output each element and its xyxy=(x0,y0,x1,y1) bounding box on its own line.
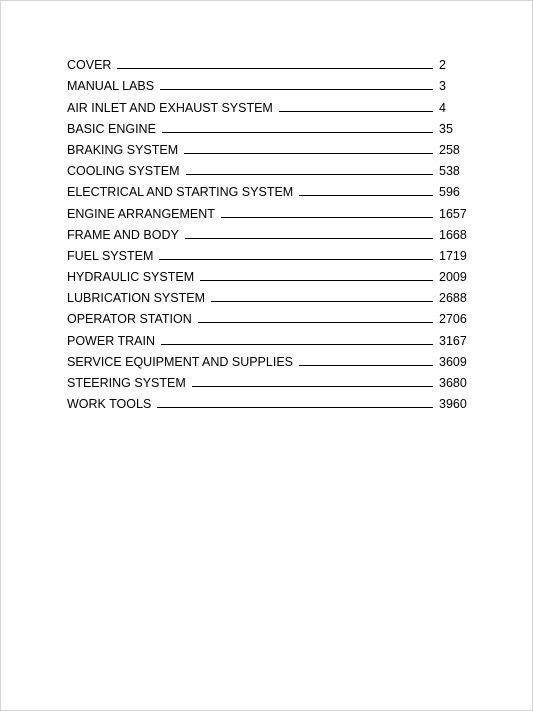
toc-entry-page: 3609 xyxy=(439,354,467,369)
toc-leader-line xyxy=(221,217,433,218)
toc-leader-line xyxy=(159,259,433,260)
toc-entry-work-tools[interactable] xyxy=(67,391,467,412)
toc-entry-title: COVER xyxy=(67,58,112,73)
toc-entry-braking-system[interactable] xyxy=(67,137,467,158)
toc-entry-page: 2688 xyxy=(439,291,467,306)
toc-leader-line xyxy=(185,238,433,239)
toc-leader-line xyxy=(299,195,433,196)
toc-leader-line xyxy=(157,407,433,408)
toc-entry-title: ENGINE ARRANGEMENT xyxy=(67,206,215,221)
toc-leader-line xyxy=(198,322,433,323)
toc-entry-power-train[interactable] xyxy=(67,327,467,348)
toc-entry-page: 2706 xyxy=(439,312,467,327)
toc-entry-title: FUEL SYSTEM xyxy=(67,248,154,263)
toc-entry-fuel-system[interactable] xyxy=(67,243,467,264)
toc-entry-title: MANUAL LABS xyxy=(67,79,155,94)
toc-leader-line xyxy=(160,89,433,90)
toc-entry-page: 1657 xyxy=(439,206,467,221)
toc-entry-operator-station[interactable] xyxy=(67,306,467,327)
toc-entry-page: 1668 xyxy=(439,227,467,242)
toc-leader-line xyxy=(184,153,433,154)
toc-entry-title: OPERATOR STATION xyxy=(67,312,192,327)
toc-entry-page: 3960 xyxy=(439,397,467,412)
toc-leader-line xyxy=(200,280,433,281)
toc-entry-title: FRAME AND BODY xyxy=(67,227,179,242)
toc-leader-line xyxy=(279,111,433,112)
toc-leader-line xyxy=(162,132,433,133)
toc-entry-title: AIR INLET AND EXHAUST SYSTEM xyxy=(67,100,273,115)
toc-entry-page: 538 xyxy=(439,164,460,179)
toc-entry-cover[interactable] xyxy=(67,52,467,73)
table-of-contents xyxy=(67,52,467,412)
toc-entry-page: 596 xyxy=(439,185,460,200)
toc-entry-title: SERVICE EQUIPMENT AND SUPPLIES xyxy=(67,354,293,369)
toc-entry-page: 35 xyxy=(439,121,453,136)
toc-leader-line xyxy=(299,365,433,366)
toc-entry-page: 3 xyxy=(439,79,446,94)
toc-entry-page: 1719 xyxy=(439,248,467,263)
toc-entry-electrical-and-starting-system[interactable] xyxy=(67,179,467,200)
toc-entry-page: 3167 xyxy=(439,333,467,348)
toc-entry-air-inlet-and-exhaust-system[interactable] xyxy=(67,94,467,115)
toc-entry-page: 2009 xyxy=(439,270,467,285)
toc-leader-line xyxy=(161,344,433,345)
toc-entry-title: HYDRAULIC SYSTEM xyxy=(67,270,195,285)
toc-entry-lubrication-system[interactable] xyxy=(67,285,467,306)
toc-entry-cooling-system[interactable] xyxy=(67,158,467,179)
toc-leader-line xyxy=(192,386,433,387)
toc-entry-page: 4 xyxy=(439,100,446,115)
toc-entry-title: BRAKING SYSTEM xyxy=(67,142,179,157)
toc-leader-line xyxy=(211,301,433,302)
toc-entry-steering-system[interactable] xyxy=(67,370,467,391)
toc-entry-title: COOLING SYSTEM xyxy=(67,164,180,179)
toc-leader-line xyxy=(117,68,433,69)
toc-entry-manual-labs[interactable] xyxy=(67,73,467,94)
toc-entry-service-equipment-and-supplies[interactable] xyxy=(67,349,467,370)
toc-entry-page: 258 xyxy=(439,142,460,157)
toc-leader-line xyxy=(186,174,433,175)
toc-entry-page: 2 xyxy=(439,58,446,73)
toc-entry-engine-arrangement[interactable] xyxy=(67,200,467,221)
toc-entry-page: 3680 xyxy=(439,376,467,390)
toc-entry-basic-engine[interactable] xyxy=(67,116,467,137)
toc-entry-title: POWER TRAIN xyxy=(67,333,155,348)
toc-entry-title: STEERING SYSTEM xyxy=(67,376,186,390)
toc-entry-frame-and-body[interactable] xyxy=(67,222,467,243)
toc-entry-title: BASIC ENGINE xyxy=(67,121,156,136)
toc-entry-title: WORK TOOLS xyxy=(67,397,152,412)
toc-entry-hydraulic-system[interactable] xyxy=(67,264,467,285)
toc-entry-title: LUBRICATION SYSTEM xyxy=(67,291,205,306)
toc-entry-title: ELECTRICAL AND STARTING SYSTEM xyxy=(67,185,294,200)
